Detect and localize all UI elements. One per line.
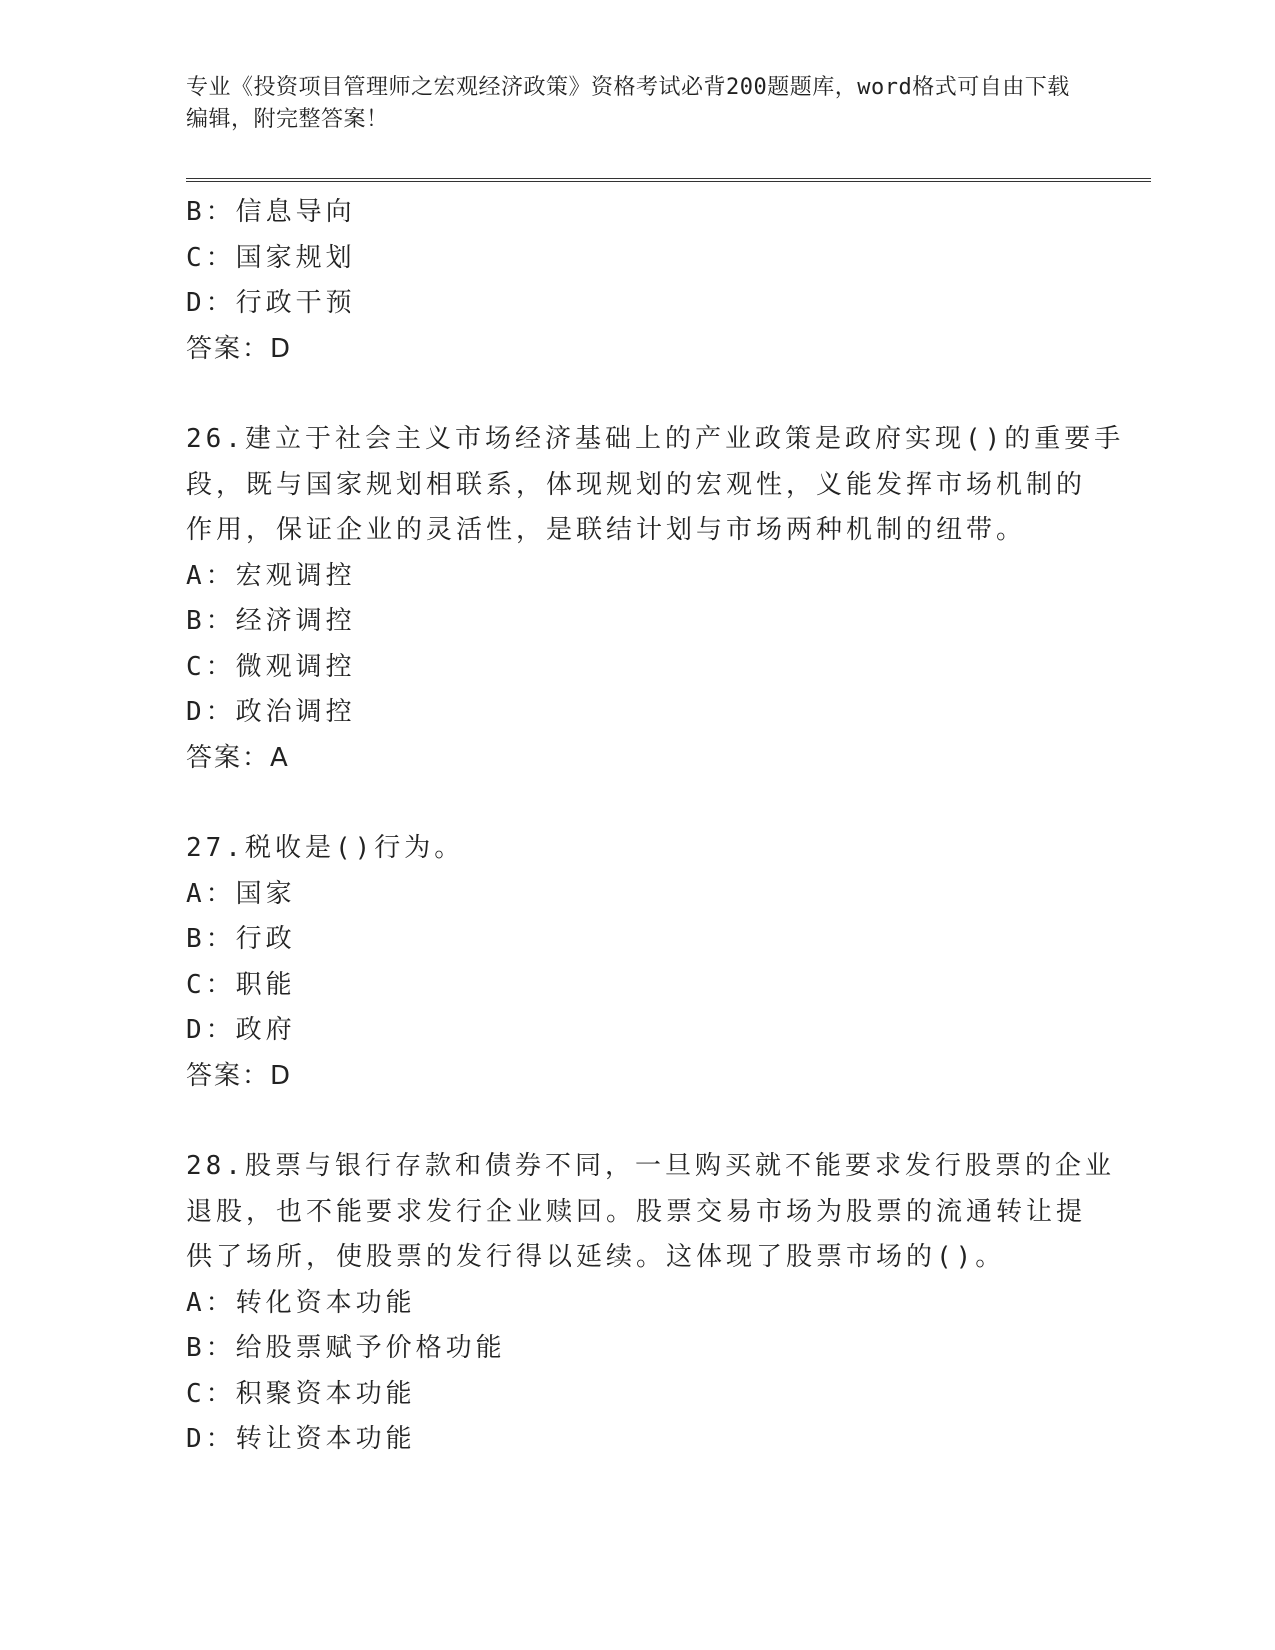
option-b: B：给股票赋予价格功能 bbox=[186, 1333, 506, 1363]
option-d: D：行政干预 bbox=[186, 288, 356, 318]
question-text-line: 26.建立于社会主义市场经济基础上的产业政策是政府实现()的重要手 bbox=[186, 424, 1125, 454]
question-text-line: 作用，保证企业的灵活性，是联结计划与市场两种机制的纽带。 bbox=[186, 515, 1027, 545]
question-text-line: 供了场所，使股票的发行得以延续。这体现了股票市场的()。 bbox=[186, 1242, 1006, 1272]
option-b: B：信息导向 bbox=[186, 197, 356, 227]
question-28 bbox=[186, 1144, 1115, 1463]
option-d: D：转让资本功能 bbox=[186, 1424, 416, 1454]
option-b: B：行政 bbox=[186, 924, 296, 954]
spacer bbox=[186, 1099, 1086, 1144]
option-d: D：政府 bbox=[186, 1015, 296, 1045]
question-26 bbox=[186, 417, 1125, 781]
option-b: B：经济调控 bbox=[186, 606, 356, 636]
option-d: D：政治调控 bbox=[186, 697, 356, 727]
header-divider bbox=[186, 178, 1151, 182]
answer-line: 答案：A bbox=[186, 742, 290, 773]
option-c: C：微观调控 bbox=[186, 651, 356, 682]
option-a: A：国家 bbox=[186, 878, 296, 909]
option-a: A：宏观调控 bbox=[186, 560, 356, 591]
spacer bbox=[186, 372, 1086, 417]
answer-line: 答案：D bbox=[186, 1060, 293, 1091]
option-c: C：国家规划 bbox=[186, 242, 356, 273]
spacer bbox=[186, 781, 1086, 826]
option-c: C：职能 bbox=[186, 969, 296, 1000]
page-header: 专业《投资项目管理师之宏观经济政策》资格考试必背200题题库，word格式可自由下载编辑，附完整答案！ bbox=[186, 75, 1070, 132]
question-text-line: 27.税收是()行为。 bbox=[186, 833, 465, 863]
question-27 bbox=[186, 826, 1086, 1099]
question-text-line: 段，既与国家规划相联系，体现规划的宏观性，义能发挥市场机制的 bbox=[186, 469, 1087, 500]
answer-line: 答案：D bbox=[186, 333, 293, 364]
question-text-line: 退股，也不能要求发行企业赎回。股票交易市场为股票的流通转让提 bbox=[186, 1196, 1087, 1227]
option-c: C：积聚资本功能 bbox=[186, 1378, 416, 1409]
question-list bbox=[186, 190, 1125, 1463]
question-25-partial bbox=[186, 190, 1086, 372]
question-text-line: 28.股票与银行存款和债券不同，一旦购买就不能要求发行股票的企业 bbox=[186, 1151, 1115, 1181]
option-a: A：转化资本功能 bbox=[186, 1287, 416, 1318]
